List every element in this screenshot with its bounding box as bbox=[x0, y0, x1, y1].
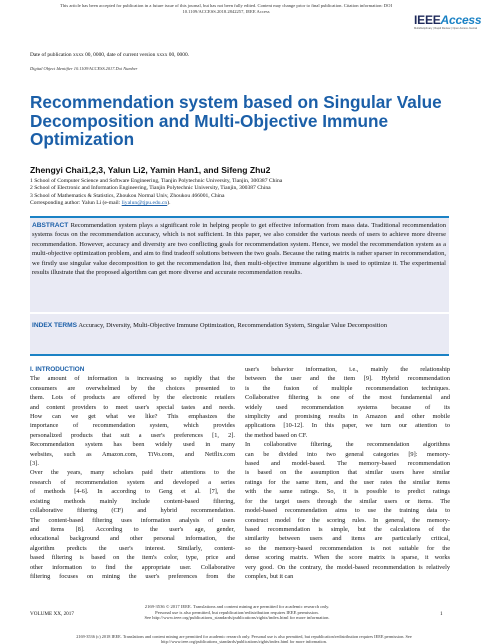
body-line: for the target users through the similar users or items. The bbox=[245, 497, 450, 505]
body-line: algorithm predicts the user's interest. Similarly, content- bbox=[30, 544, 235, 552]
ieee-access-logo bbox=[414, 13, 481, 30]
body-line: filtering focuses on mining the user's preferences from the bbox=[30, 572, 235, 580]
body-line: Over the years, many scholars paid their attentions to the bbox=[30, 469, 235, 477]
body-line: collaborative filtering (CF) and hybrid recommendation. bbox=[30, 507, 235, 515]
abstract bbox=[32, 221, 446, 277]
affiliations bbox=[30, 178, 282, 200]
publication-notice-line: This article has been accepted for publication in a future issue of this journal, but has not been fully edited. Content may change prior to final publication. Citation information: DOI bbox=[60, 3, 392, 8]
logo-tagline: Multidisciplinary | Rapid Review | Open Access Journal bbox=[414, 27, 478, 30]
author-list: Zhengyi Chai1,2,3, Yalun Li2, Yamin Han1, and Sifeng Zhu2 bbox=[30, 165, 271, 175]
index-terms-label: INDEX TERMS bbox=[32, 322, 78, 329]
body-line: based filtering is based on the item's color, type, price and bbox=[30, 554, 235, 562]
body-line: based recommendation is simple, but the calculations of the bbox=[245, 525, 450, 533]
body-line: between the user and the item [9]. Hybrid recommendation bbox=[245, 375, 450, 383]
publication-notice bbox=[24, 3, 428, 15]
body-right-column bbox=[245, 365, 450, 581]
body-line: importance of recommendation system, which provides bbox=[30, 422, 235, 430]
body-line: and content providers to meet user's special tastes and needs. bbox=[30, 403, 235, 411]
body-line: Collaborative filtering is one of the most fundamental and bbox=[245, 394, 450, 402]
corresponding-author bbox=[30, 200, 170, 206]
body-line: research of recommendation system and developed a series bbox=[30, 478, 235, 486]
page-number: 1 bbox=[440, 611, 443, 617]
body-line: and items [8]. According to the user's age, gender, bbox=[30, 525, 235, 533]
corresponding-label: Corresponding author: Yalun Li (e-mail: bbox=[30, 200, 122, 206]
body-line: educational background and other personal information, the bbox=[30, 535, 235, 543]
body-line: with the same ratings. So, it is possible to predict ratings bbox=[245, 488, 450, 496]
body-line: other information to find the appropriate user. Collaborative bbox=[30, 563, 235, 571]
body-line: very good. On the contrary, the model-based recommendation is relatively complex, but it can bbox=[245, 563, 450, 580]
license-line: 2169-3536 © 2017 IEEE. Translations and content mining are permitted for academic research only. bbox=[144, 604, 330, 609]
body-line: is based on the assumption that similar users have similar bbox=[245, 469, 450, 477]
body-line: widely used recommendation systems because of its bbox=[245, 403, 450, 411]
body-left-column bbox=[30, 365, 235, 581]
body-line: [3]. bbox=[30, 460, 39, 468]
body-line: construct model for the scoring rules. In general, the memory- bbox=[245, 516, 450, 524]
abstract-body: Recommendation system plays a significant role in helping people to get effective information from mass data. Traditional recommendation systems focus on the recommendation accuracy, which is not sufficient. In this paper, we also consider the various needs of users to achieve more diverse recommendation. However, accuracy and diversity are two conflicting goals for recommendation system. Hence, we model the recommendation system as a multi-objective optimization problem, and aim to find tradeoff solutions between the two goals. Because the rating matrix is rather sparser in recommendation, we firstly use singular value decomposition to get the recommendation list, then multi-objective immune algorithm is used to optimize it. The experimental results illustrate that the proposed algorithm can get more diverse and accurate recommendation results. bbox=[32, 222, 447, 277]
license-line: Personal use is also permitted, but republication/redistribution requires IEEE permission. bbox=[155, 609, 319, 615]
body-line: of methods [4-6]. In according to Geng et al. [7], the bbox=[30, 488, 235, 496]
body-line: personalized products that suit a user's preferences [1, 2]. bbox=[30, 431, 235, 439]
body-line: model-based recommendation aims to use the training data to bbox=[245, 507, 450, 515]
license-line: See http://www.ieee.org/publications_standards/publications/rights/index.html for more information. bbox=[144, 615, 330, 621]
body-line: In collaborative filtering, the recommendation algorithms bbox=[245, 441, 450, 449]
section-heading: I. INTRODUCTION bbox=[30, 366, 85, 373]
license-notice bbox=[30, 604, 444, 621]
body-line: them. Lots of products are offered by the electronic retailers bbox=[30, 394, 235, 402]
logo-access: Access bbox=[440, 13, 481, 27]
body-line: websites, such as Amazon.com, TiVo.com, and Netflix.com bbox=[30, 450, 235, 458]
body-line: dense scoring matrix. When the score matrix is sparse, it works bbox=[245, 554, 450, 562]
body-line: similarity between users and items are particularly critical, bbox=[245, 535, 450, 543]
body-line: simplicity and promising results in Amazon and other mobile bbox=[245, 413, 450, 421]
body-line: so the memory-based recommendation is not suitable for the bbox=[245, 544, 450, 552]
body-line: based and model-based. The memory-based recommendation bbox=[245, 460, 450, 468]
abstract-label: ABSTRACT bbox=[32, 222, 69, 229]
body-line: Recommendation system has been widely used in many bbox=[30, 441, 235, 449]
corresponding-email-link[interactable]: liyalun@tjpu.edu.cn bbox=[121, 200, 168, 206]
bottom-copyright: 2169-3536 (c) 2018 IEEE. Translations and content mining are permitted for academic research only. Personal use is also permitted, but republication/redistribution requires IEEE permission. See http://www.ieee.org/publications_standards/publications/rights/index.html for more information. bbox=[76, 634, 412, 644]
index-terms-body: Accuracy, Diversity, Multi-Objective Immune Optimization, Recommendation System, Singular Value Decomposition bbox=[78, 322, 387, 329]
volume-label: VOLUME XX, 2017 bbox=[30, 611, 74, 617]
body-line: user's behavior information, i.e., mainly the relationship bbox=[245, 366, 450, 373]
body-line: is the fusion of multiple recommendation techniques. bbox=[245, 384, 450, 392]
body-line: existing methods mainly include content-based filtering, bbox=[30, 497, 235, 505]
index-terms bbox=[32, 321, 446, 332]
body-line: The content-based filtering uses information analysis of users bbox=[30, 516, 235, 524]
logo-ieee: IEEE bbox=[414, 13, 441, 27]
doi-identifier: Digital Object Identifier 10.1109/ACCESS.2017.Doi Number bbox=[30, 66, 138, 71]
affiliation: 2 School of Electronic and Information Engineering, Tianjin Polytechnic University, Tianjin, 300387 China bbox=[30, 185, 271, 192]
body-line: applications [10-12]. In this paper, we turn our attention to bbox=[245, 422, 450, 430]
body-line: the method based on CF. bbox=[245, 431, 308, 439]
affiliation: 1 School of Computer Science and Software Engineering, Tianjin Polytechnic University, Tianjin, 300387 China bbox=[30, 178, 283, 184]
affiliation: 3 School of Mathematics & Statistics, Zhoukou Normal Univ, Zhoukou 466001, China bbox=[30, 192, 225, 199]
publication-notice-line: 10.1109/ACCESS.2018.2842257, IEEE Access bbox=[182, 9, 270, 14]
publication-dates: Date of publication xxxx 00, 0000, date of current version xxxx 00, 0000. bbox=[30, 52, 189, 58]
paper-title: Recommendation system based on Singular Value Decomposition and Multi-Objective Immune Optimization bbox=[30, 92, 442, 149]
body-line: The amount of information is increasing so rapidly that the bbox=[30, 375, 235, 383]
corresponding-suffix: ). bbox=[167, 200, 171, 206]
body-line: consumers are overwhelmed by the choices presented to bbox=[30, 384, 235, 392]
body-line: can be divided into two general categories [9]: memory- bbox=[245, 450, 450, 458]
body-line: ratings for the same item, and the user rates the similar items bbox=[245, 478, 450, 486]
body-line: How can we get what we like? This emphasizes the bbox=[30, 413, 235, 421]
